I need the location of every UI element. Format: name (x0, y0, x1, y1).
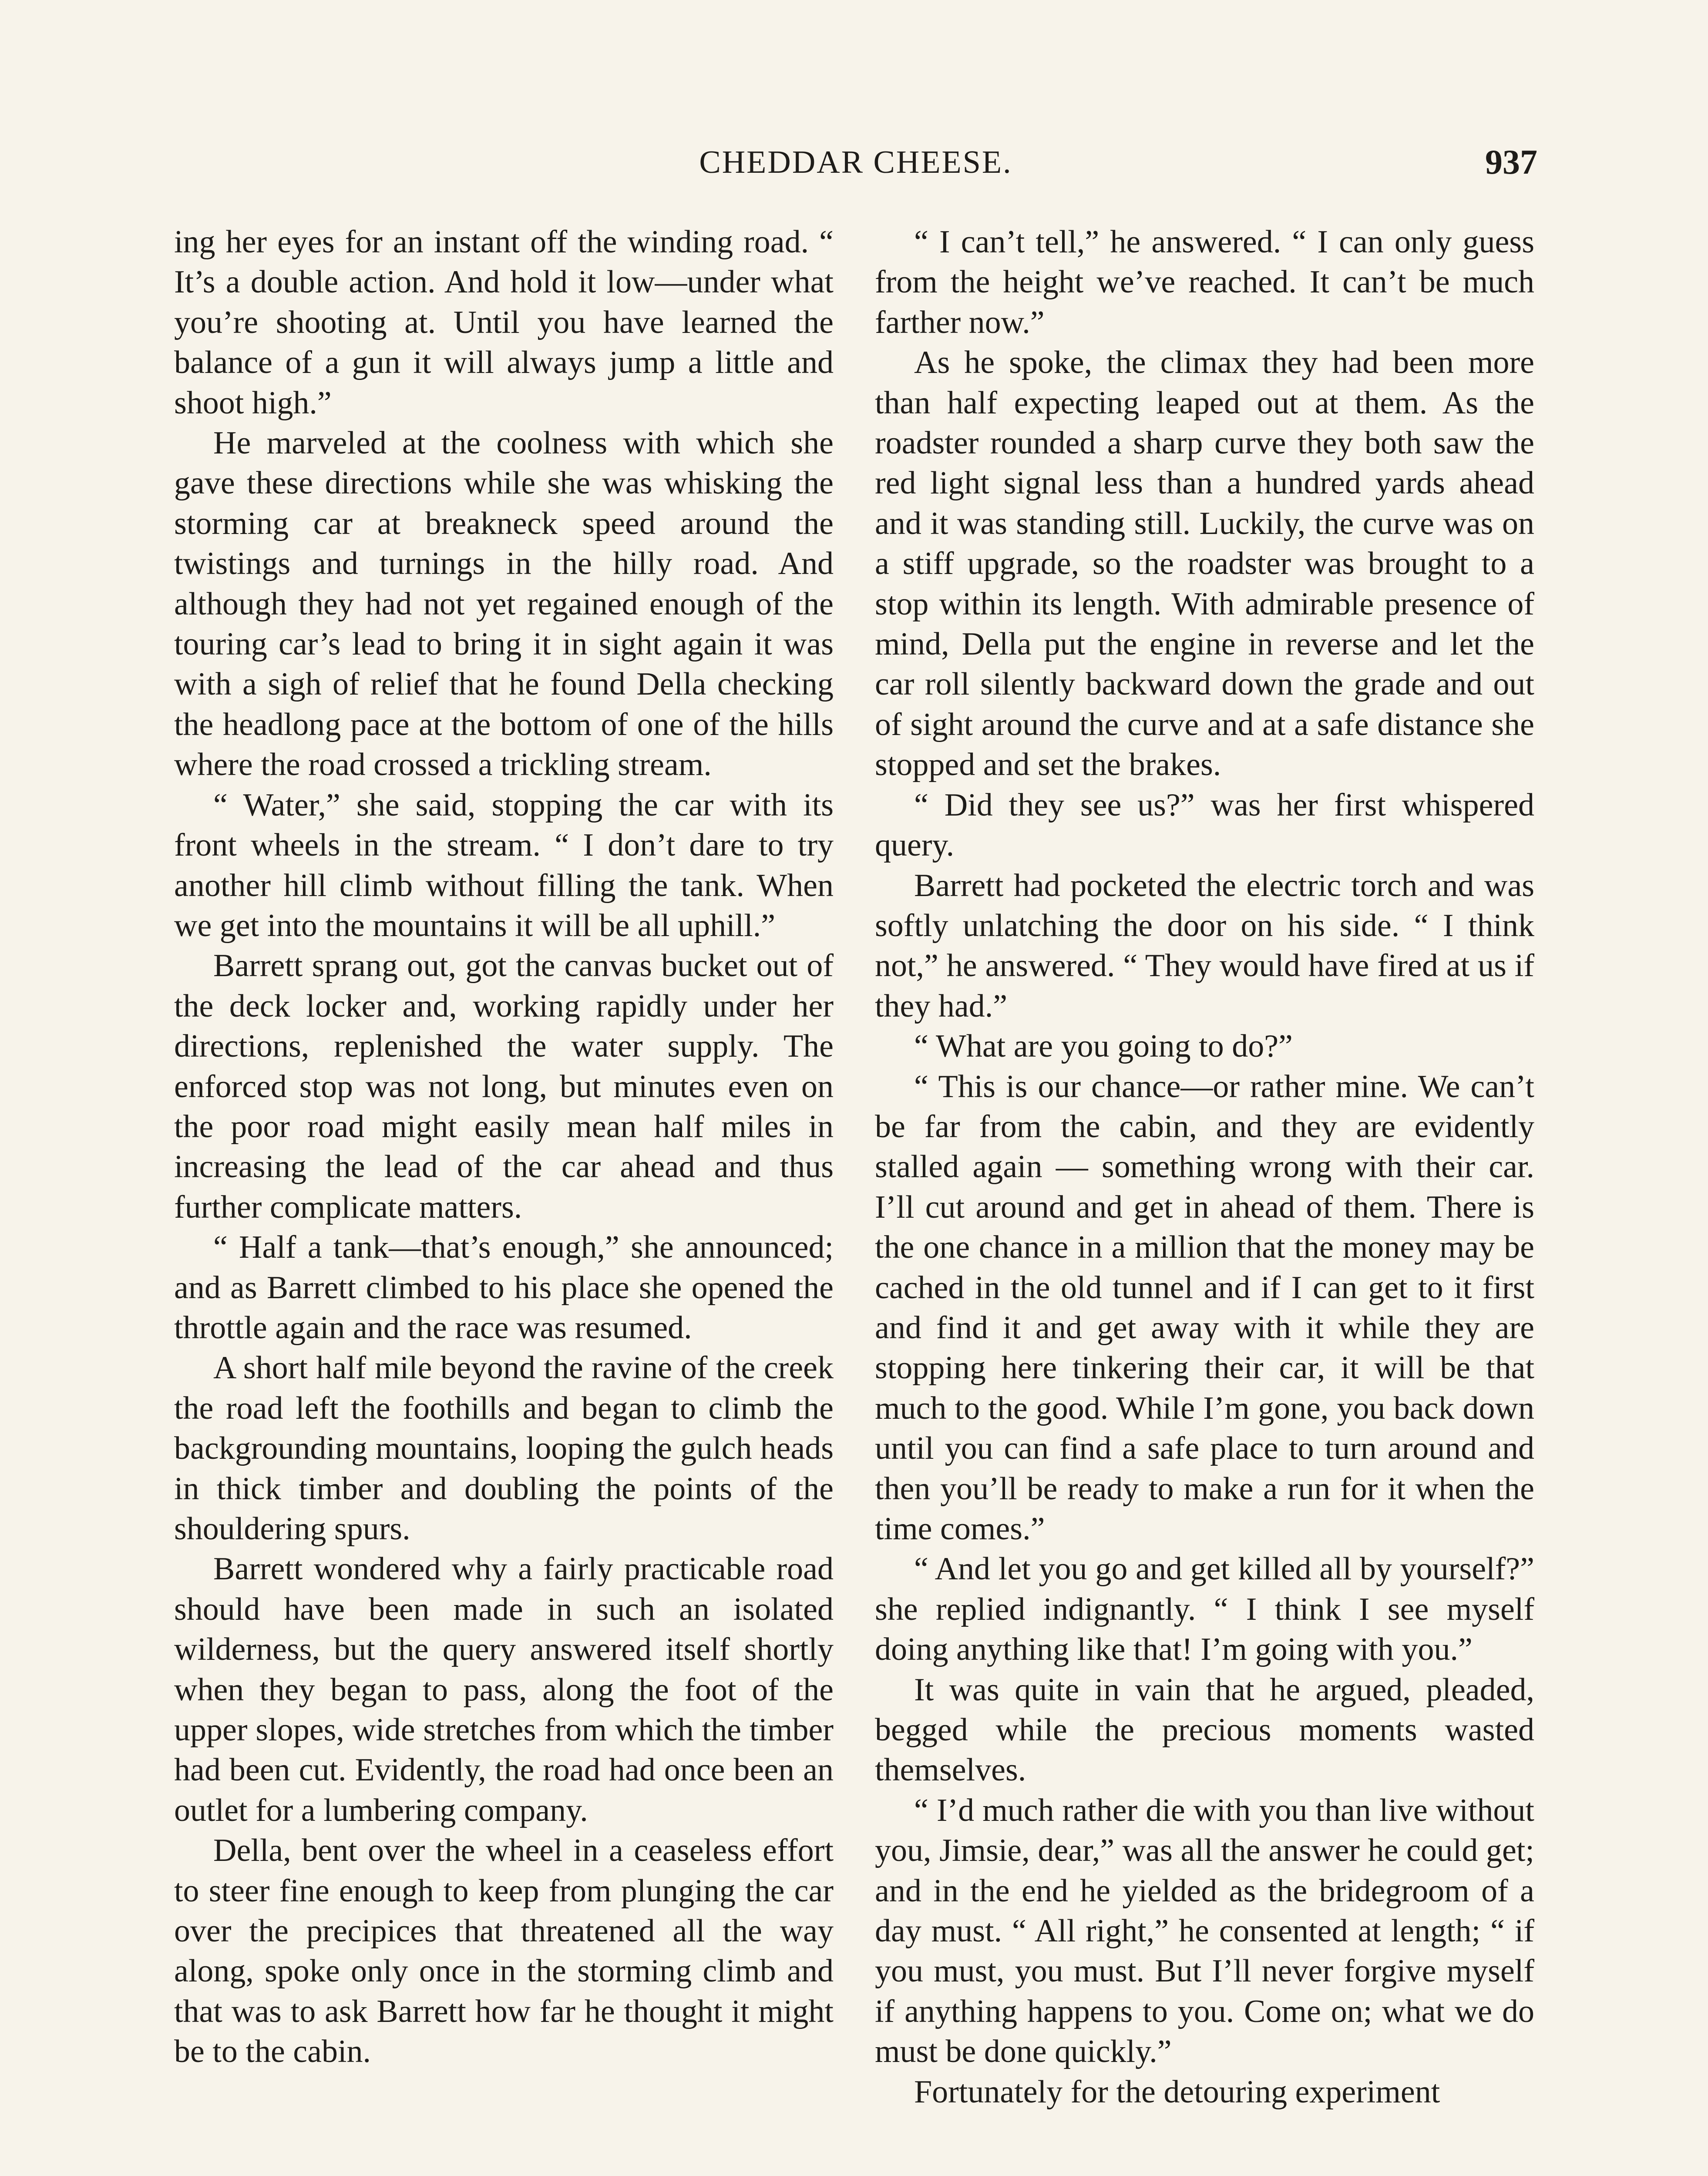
paragraph: Barrett wondered why a fairly practicable road should have been made in such an isolated wilderness, but the query answered itself shortly when they began to pass, along the foot of the upper slopes, wide stretches from which the timber had been cut. Evidently, the road had once been an outlet for a lumbering company. (174, 1551, 834, 1828)
paragraph: “ This is our chance—or rather mine. We can’t be far from the cabin, and they are evidently stalled again — something wrong with their car. I’ll cut around and get in ahead of them. There is the one chance in a million that the money may be cached in the old tunnel and if I can get to it first and find it and get away with it while they are stopping here tinkering their car, it will be that much to the good. While I’m gone, you back down until you can find a safe place to turn around and then you’ll be ready to make a run for it when the time comes.” (875, 1068, 1534, 1547)
paragraph: Barrett sprang out, got the canvas bucket out of the deck locker and, working rapidly under her directions, replenished the water supply. The enforced stop was not long, but minutes even on the poor road might easily mean half miles in increasing the lead of the car ahead and thus further complicate matters. (174, 948, 834, 1225)
paragraph: “ I’d much rather die with you than live without you, Jimsie, dear,” was all the answer he could get; and in the end he yielded as the bridegroom of a day must. “ All right,” he consented at length; “ if you must, you must. But I’ll never forgive myself if anything happens to you. Come on; what we do must be done quickly.” (875, 1792, 1534, 2070)
paragraph: “ Half a tank—that’s enough,” she announced; and as Barrett climbed to his place she opened the throttle again and the race was resumed. (174, 1229, 834, 1346)
paragraph: Della, bent over the wheel in a ceaseless effort to steer fine enough to keep from plunging the car over the precipices that threatened all the way along, spoke only once in the storming climb and that was to ask Barrett how far he thought it might be to the cabin. (174, 1833, 834, 2070)
paragraph: He marveled at the coolness with which she gave these directions while she was whisking the storming car at breakneck speed around the twistings and turnings in the hilly road. And although they had not yet regained enough of the touring car’s lead to bring it in sight again it was with a sigh of relief that he found Della checking the headlong pace at the bottom of one of the hills where the road crossed a trickling stream. (174, 425, 834, 783)
paragraph: “ What are you going to do?” (914, 1028, 1293, 1064)
running-title: CHEDDAR CHEESE. (699, 144, 1012, 180)
paragraph: “ Water,” she said, stopping the car with its front wheels in the stream. “ I don’t dare to try another hill climb without filling the tank. When we get into the mountains it will be all uphill.” (174, 787, 834, 944)
left-column (174, 222, 834, 2072)
running-header (174, 138, 1537, 186)
paragraph: As he spoke, the climax they had been more than half expecting leaped out at them. As the roadster rounded a sharp curve they both saw the red light signal less than a hundred yards ahead and it was standing still. Luckily, the curve was on a stiff upgrade, so the roadster was brought to a stop within its length. With admirable presence of mind, Della put the engine in reverse and let the car roll silently backward down the grade and out of sight around the curve and at a safe distance she stopped and set the brakes. (875, 345, 1534, 783)
right-column (875, 222, 1534, 2112)
paragraph: A short half mile beyond the ravine of the creek the road left the foothills and began to climb the backgrounding mountains, looping the gulch heads in thick timber and doubling the points of the shouldering spurs. (174, 1350, 834, 1547)
page-number: 937 (1485, 143, 1537, 181)
paragraph: “ Did they see us?” was her first whispered query. (875, 787, 1534, 863)
paragraph: “ And let you go and get killed all by yourself?” she replied indignantly. “ I think I see myself doing anything like that! I’m going with you.” (875, 1551, 1534, 1668)
paragraph: It was quite in vain that he argued, pleaded, begged while the precious moments wasted themselves. (875, 1672, 1534, 1788)
paragraph: Fortunately for the detouring experiment (914, 2074, 1440, 2110)
paragraph: “ I can’t tell,” he answered. “ I can only guess from the height we’ve reached. It can’t be much farther now.” (875, 224, 1534, 340)
paragraph: ing her eyes for an instant off the winding road. “ It’s a double action. And hold it low—under what you’re shooting at. Until you have learned the balance of a gun it will always jump a little and shoot high.” (174, 224, 834, 421)
paragraph: Barrett had pocketed the electric torch and was softly unlatching the door on his side. “ I think not,” he answered. “ They would have fired at us if they had.” (875, 867, 1534, 1024)
